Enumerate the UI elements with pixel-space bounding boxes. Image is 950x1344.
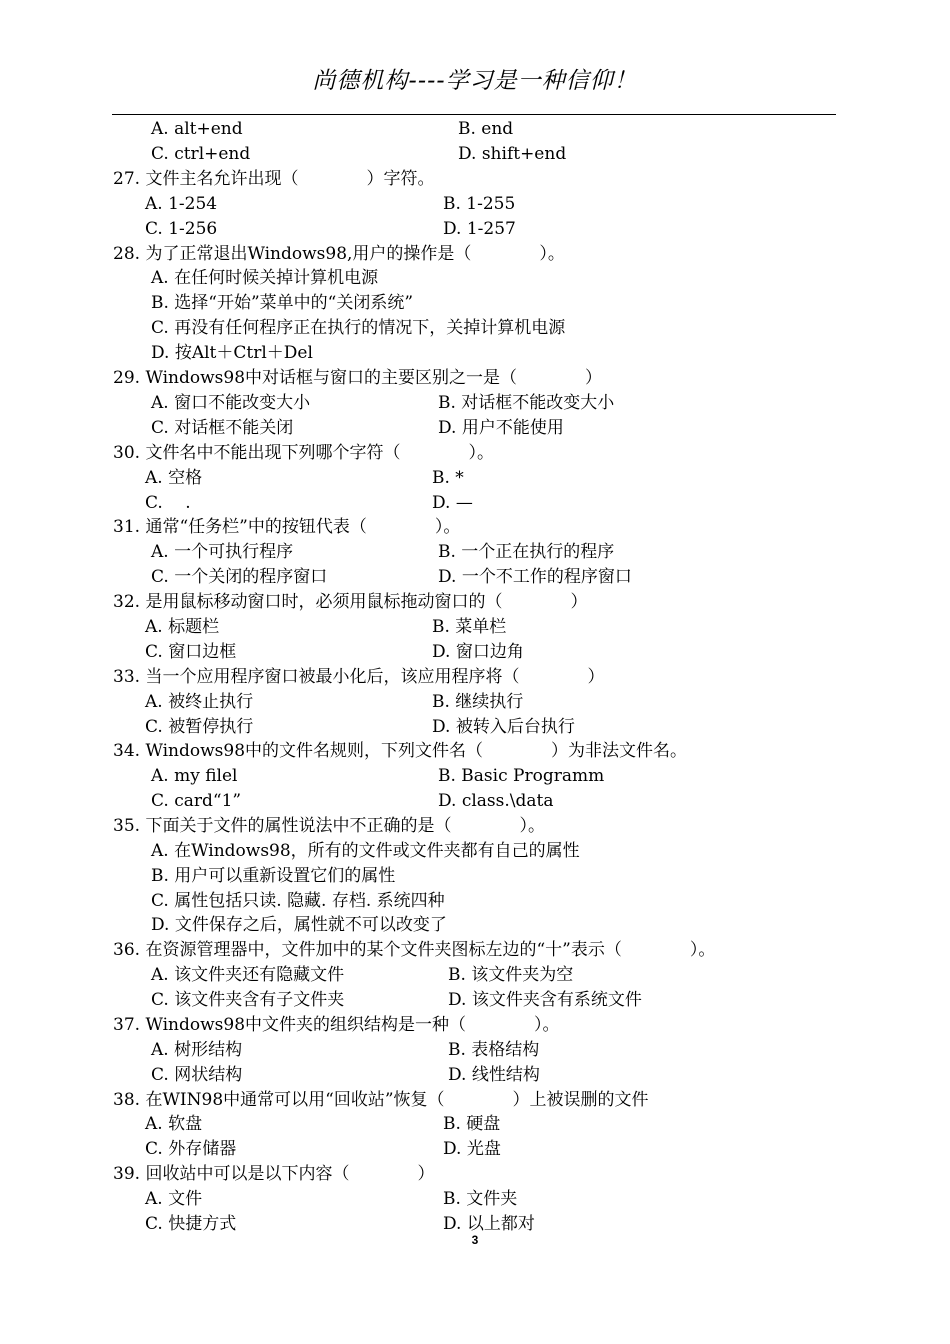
answer-option: D. 窗口边角 (432, 642, 524, 662)
answer-option: B. end (458, 119, 514, 139)
question-text: 34. Windows98中的文件名规则，下列文件名（ ）为非法文件名。 (113, 741, 688, 761)
answer-option: D. — (432, 493, 473, 513)
page-header-title: 尚德机构----学习是一种信仰！ (312, 68, 638, 94)
question-text: 28. 为了正常退出Windows98,用户的操作是（ ）。 (113, 244, 565, 264)
answer-option: B. * (432, 468, 464, 488)
answer-option: D. 1-257 (443, 219, 516, 239)
answer-option: C. 窗口边框 (145, 642, 237, 662)
answer-option: B. 继续执行 (432, 692, 524, 712)
question-text: 29. Windows98中对话框与窗口的主要区别之一是（ ） (113, 368, 603, 388)
answer-option: B. 选择“开始”菜单中的“关闭系统” (151, 293, 414, 313)
answer-option: D. 以上都对 (443, 1214, 535, 1234)
answer-option: C. 该文件夹含有子文件夹 (151, 990, 345, 1010)
answer-option: C. 快捷方式 (145, 1214, 237, 1234)
answer-option: D. 用户不能使用 (438, 418, 564, 438)
question-text: 32. 是用鼠标移动窗口时，必须用鼠标拖动窗口的（ ） (113, 592, 588, 612)
answer-option: C. 再没有任何程序正在执行的情况下，关掉计算机电源 (151, 318, 566, 338)
answer-option: A. 树形结构 (151, 1040, 243, 1060)
answer-option: D. 线性结构 (448, 1065, 540, 1085)
answer-option: B. 对话框不能改变大小 (438, 393, 615, 413)
answer-option: B. 菜单栏 (432, 617, 507, 637)
page-number: 3 (471, 1233, 479, 1247)
answer-option: D. 文件保存之后，属性就不可以改变了 (151, 915, 447, 935)
header-divider (112, 114, 836, 115)
answer-option: C. 属性包括只读. 隐藏. 存档. 系统四种 (151, 891, 445, 911)
question-text: 35. 下面关于文件的属性说法中不正确的是（ ）。 (113, 816, 545, 836)
answer-option: C. ctrl+end (151, 144, 251, 164)
answer-option: D. 被转入后台执行 (432, 717, 575, 737)
answer-option: D. class.\data (438, 791, 554, 811)
answer-option: B. 表格结构 (448, 1040, 540, 1060)
answer-option: B. 一个正在执行的程序 (438, 542, 615, 562)
answer-option: C. 被暂停执行 (145, 717, 254, 737)
answer-option: A. my filel (151, 766, 238, 786)
answer-option: C. 1-256 (145, 219, 218, 239)
answer-option: A. 文件 (145, 1189, 203, 1209)
answer-option: C. 外存储器 (145, 1139, 237, 1159)
answer-option: A. 在任何时候关掉计算机电源 (151, 268, 379, 288)
answer-option: A. 在Windows98，所有的文件或文件夹都有自己的属性 (151, 841, 580, 861)
answer-option: A. 标题栏 (145, 617, 220, 637)
question-text: 37. Windows98中文件夹的组织结构是一种（ ）。 (113, 1015, 560, 1035)
answer-option: A. 被终止执行 (145, 692, 254, 712)
answer-option: B. Basic Programm (438, 766, 605, 786)
answer-option: C. 一个关闭的程序窗口 (151, 567, 328, 587)
answer-option: A. 空格 (145, 468, 203, 488)
answer-option: A. 1-254 (145, 194, 218, 214)
answer-option: B. 该文件夹为空 (448, 965, 574, 985)
question-text: 27. 文件主名允许出现（ ）字符。 (113, 169, 435, 189)
answer-option: C. 对话框不能关闭 (151, 418, 294, 438)
question-text: 30. 文件名中不能出现下列哪个字符（ ）。 (113, 443, 494, 463)
answer-option: A. 该文件夹还有隐藏文件 (151, 965, 345, 985)
answer-option: B. 文件夹 (443, 1189, 518, 1209)
question-text: 39. 回收站中可以是以下内容（ ） (113, 1164, 435, 1184)
answer-option: A. 窗口不能改变大小 (151, 393, 311, 413)
answer-option: D. 该文件夹含有系统文件 (448, 990, 642, 1010)
question-text: 31. 通常“任务栏”中的按钮代表（ ）。 (113, 517, 461, 537)
answer-option: D. 一个不工作的程序窗口 (438, 567, 632, 587)
answer-option: B. 1-255 (443, 194, 516, 214)
question-text: 36. 在资源管理器中，文件加中的某个文件夹图标左边的“十”表示（ ）。 (113, 940, 716, 960)
answer-option: B. 硬盘 (443, 1114, 501, 1134)
answer-option: B. 用户可以重新设置它们的属性 (151, 866, 396, 886)
answer-option: C. . (145, 493, 191, 513)
answer-option: A. 一个可执行程序 (151, 542, 294, 562)
question-text: 33. 当一个应用程序窗口被最小化后，该应用程序将（ ） (113, 667, 605, 687)
question-text: 38. 在WIN98中通常可以用“回收站”恢复（ ）上被误删的文件 (113, 1090, 649, 1110)
answer-option: D. shift+end (458, 144, 567, 164)
answer-option: C. card“1” (151, 791, 242, 811)
answer-option: A. 软盘 (145, 1114, 203, 1134)
answer-option: D. 按Alt＋Ctrl＋Del (151, 343, 313, 363)
answer-option: D. 光盘 (443, 1139, 501, 1159)
answer-option: A. alt+end (151, 119, 243, 139)
answer-option: C. 网状结构 (151, 1065, 243, 1085)
